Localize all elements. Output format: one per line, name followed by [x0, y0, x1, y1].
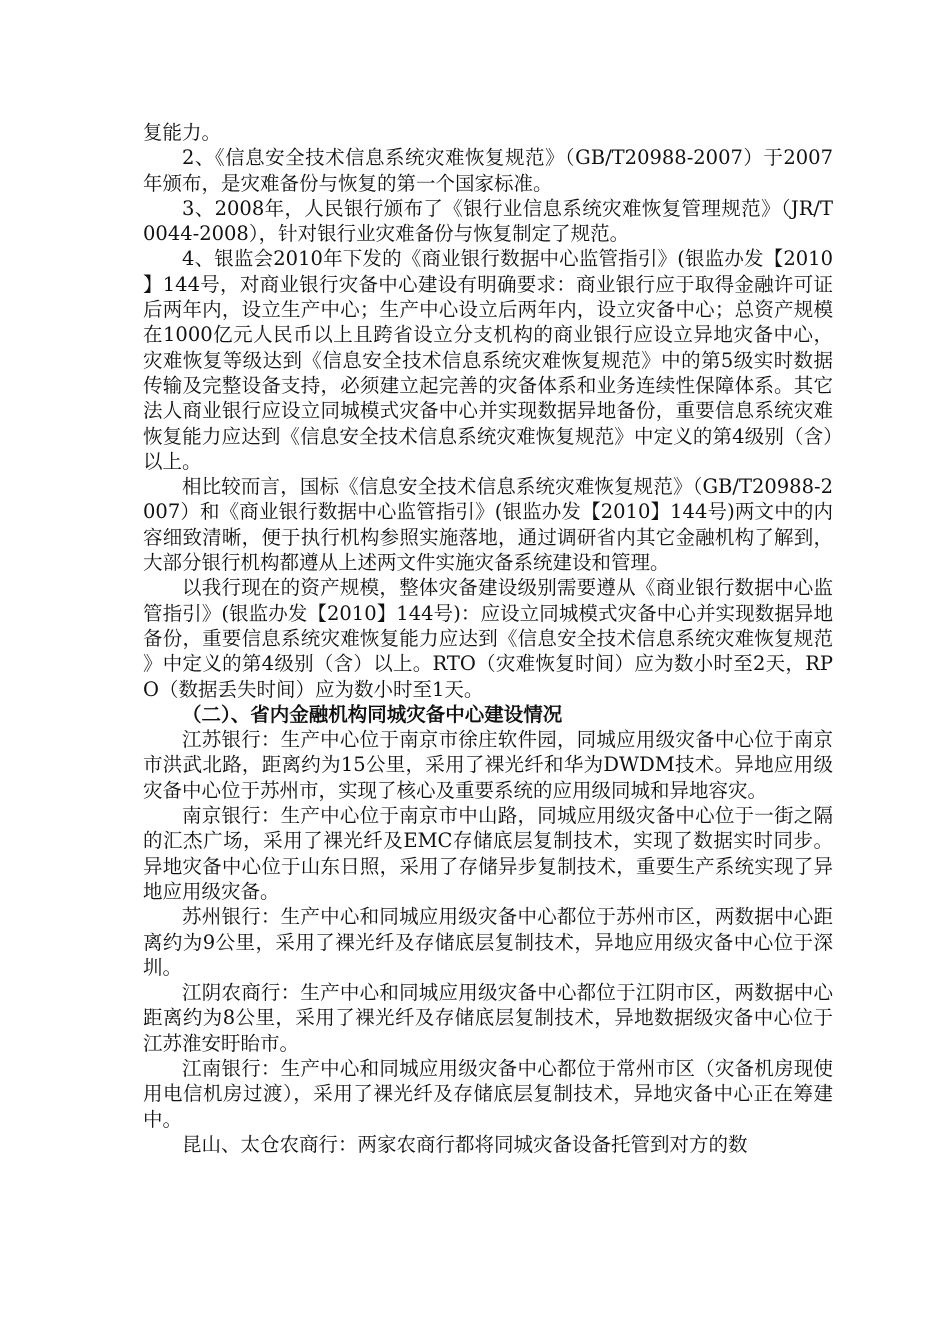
paragraph-asset-scale: 以我行现在的资产规模，整体灾备建设级别需要遵从《商业银行数据中心监管指引》(银监办发【2010】144号)：应设立同城模式灾备中心并实现数据异地备份，重要信息系统灾难恢复能力应达到《信息安全技术信息系统灾难恢复规范》中定义的第4级别（含）以上。RTO（灾难恢复时间）应为数小时至2天，RPO（数据丢失时间）应为数小时至1天。 [143, 576, 833, 701]
paragraph-suzhou-bank: 苏州银行：生产中心和同城应用级灾备中心都位于苏州市区，两数据中心距离约为9公里，采用了裸光纤及存储底层复制技术，异地应用级灾备中心位于深圳。 [143, 905, 833, 979]
paragraph-jiangyin-rcb: 江阴农商行：生产中心和同城应用级灾备中心都位于江阴市区，两数据中心距离约为8公里，采用了裸光纤及存储底层复制技术，异地数据级灾备中心位于江苏淮安盱眙市。 [143, 981, 833, 1055]
paragraph-comparison: 相比较而言，国标《信息安全技术信息系统灾难恢复规范》（GB/T20988-2007）和《商业银行数据中心监管指引》(银监办发【2010】144号)两文中的内容细致清晰，便于执行机构参照实施落地，通过调研省内其它金融机构了解到，大部分银行机构都遵从上述两文件实施灾备系统建设和管理。 [143, 475, 833, 575]
section-heading: （二）、省内金融机构同城灾备中心建设情况 [182, 702, 563, 726]
paragraph-kunshan-taicang: 昆山、太仓农商行：两家农商行都将同城灾备设备托管到对方的数 [182, 1132, 748, 1156]
document-body [143, 120, 833, 1157]
paragraph-item-3: 3、2008年，人民银行颁布了《银行业信息系统灾难恢复管理规范》（JR/T0044-2008），针对银行业灾难备份与恢复制定了规范。 [143, 196, 833, 246]
paragraph-jiangnan-bank: 江南银行：生产中心和同城应用级灾备中心都位于常州市区（灾备机房现使用电信机房过渡），采用了裸光纤及存储底层复制技术，异地灾备中心正在筹建中。 [143, 1056, 833, 1131]
paragraph-item-4: 4、银监会2010年下发的《商业银行数据中心监管指引》(银监办发【2010】144号，对商业银行灾备中心建设有明确要求：商业银行应于取得金融许可证后两年内，设立生产中心；生产中心设立后两年内，设立灾备中心；总资产规模在1000亿元人民币以上且跨省设立分支机构的商业银行应设立异地灾备中心，灾难恢复等级达到《信息安全技术信息系统灾难恢复规范》中的第5级实时数据传输及完整设备支持，必须建立起完善的灾备体系和业务连续性保障体系。其它法人商业银行应设立同城模式灾备中心并实现数据异地备份，重要信息系统灾难恢复能力应达到《信息安全技术信息系统灾难恢复规范》中定义的第4级别（含）以上。 [143, 247, 833, 473]
paragraph-jiangsu-bank: 江苏银行：生产中心位于南京市徐庄软件园，同城应用级灾备中心位于南京市洪武北路，距离约为15公里，采用了裸光纤和华为DWDM技术。异地应用级灾备中心位于苏州市，实现了核心及重要系统的应用级同城和异地容灾。 [143, 728, 833, 802]
paragraph-continuation: 复能力。 [143, 121, 222, 144]
paragraph-nanjing-bank: 南京银行：生产中心位于南京市中山路，同城应用级灾备中心位于一街之隔的汇杰广场，采用了裸光纤及EMC存储底层复制技术，实现了数据实时同步。异地灾备中心位于山东日照，采用了存储异步复制技术，重要生产系统实现了异地应用级灾备。 [143, 804, 833, 903]
paragraph-item-2: 2、《信息安全技术信息系统灾难恢复规范》（GB/T20988-2007）于2007年颁布，是灾难备份与恢复的第一个国家标准。 [143, 146, 833, 195]
